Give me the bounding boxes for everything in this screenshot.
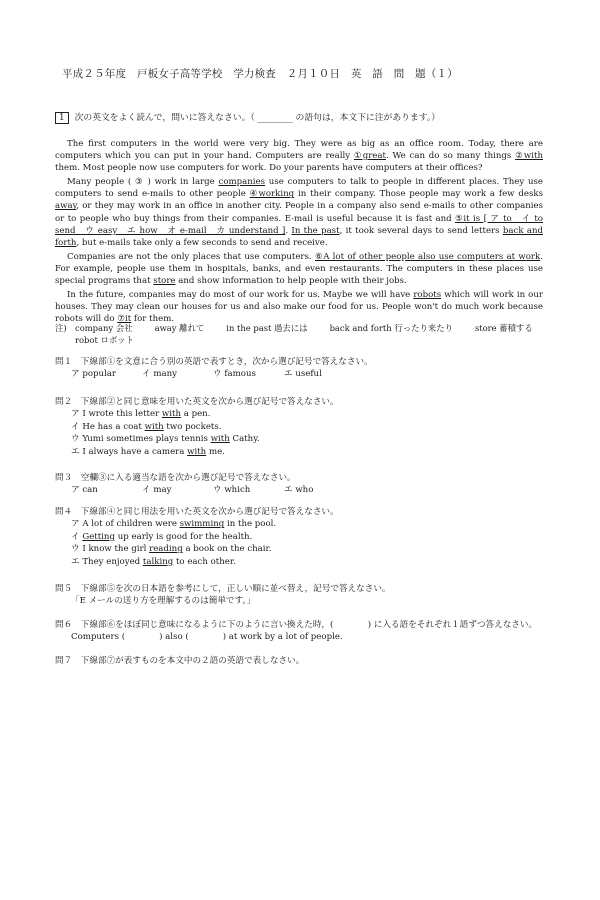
question-1 [55, 356, 555, 381]
question-stem: 問１ 下線部①を文意に合う別の英語で表すとき，次から選び記号で答えなさい。 [55, 357, 373, 367]
underlined-word: with [210, 434, 230, 445]
underlined-word: reading [149, 544, 183, 555]
text: ) at work by a lot of people. [222, 632, 343, 643]
text: use computers to talk to people in different places. They use computers to send e-mails to other people [55, 177, 543, 200]
underlined-working: ④working [249, 189, 295, 200]
text: エ They enjoyed [71, 556, 143, 567]
question-6 [55, 619, 555, 644]
text: and show information to help people with their jobs. [175, 276, 407, 287]
text: ウ Yumi sometimes plays tennis [71, 434, 211, 445]
text: ア A lot of children were [71, 519, 180, 530]
underlined-word: talking [142, 556, 174, 567]
question-4 [55, 506, 555, 568]
option-a [55, 518, 555, 530]
option-b: イ may [142, 485, 172, 496]
text: me. [206, 446, 225, 457]
text: , but e-mails take only a few seconds to send and receive. [76, 237, 328, 248]
option-d [55, 556, 555, 568]
text: , or they may work in an office in another city. People in a company also send e-mails to other companies or to people who buy things from their companies. E-mail is useful because it is fast and [55, 201, 543, 224]
note-store: store [153, 276, 176, 287]
note-item: company 会社 [75, 323, 133, 333]
text: The first computers in the world were very big. They were as big as an office room. Today, there are computers which you can put in your hand. Computers are really [55, 139, 543, 162]
notes-label: 注) [55, 323, 67, 333]
option-a: ア popular [71, 369, 117, 380]
text: . We can do so many things [385, 151, 516, 162]
text: イ [71, 531, 83, 542]
text: . For example, people use them in hospitals, banks, and even restaurants. The computers in these places use special programs that [55, 251, 543, 287]
question-1-instruction [55, 110, 440, 124]
options [55, 368, 555, 380]
text: エ I always have a camera [71, 446, 188, 457]
note-back-and-forth: back and forth [55, 225, 543, 248]
note-companies: companies [218, 177, 266, 188]
note-item: robot ロボット [75, 335, 134, 345]
paragraph-2 [55, 176, 543, 249]
underlined-reorder: ⑤it is [ ア to イ to send ウ easy エ how オ e-mail カ understand ] [55, 213, 543, 236]
option-d: エ useful [284, 369, 322, 380]
text: up early is good for the health. [114, 531, 253, 542]
option-c: ウ which [213, 485, 251, 496]
paragraph-4 [55, 289, 543, 325]
text: Many people ( ③ ) work in large [67, 177, 219, 188]
text: to each other. [173, 556, 236, 567]
text: In the future, companies may do most of our work for us. Maybe we will have [67, 290, 414, 301]
japanese-hint: 「E メールの送り方を理解するのは簡単です。」 [71, 596, 256, 607]
note-in-the-past: In the past [291, 225, 340, 236]
question-number-box: 1 [55, 112, 69, 124]
options [55, 484, 555, 496]
option-c [55, 433, 555, 445]
note-robots: robots [413, 290, 442, 301]
reading-passage [55, 138, 543, 327]
paragraph-1 [55, 138, 543, 174]
option-b [55, 421, 555, 433]
note-item: back and forth 行ったり来たり [329, 323, 453, 333]
question-stem: 問２ 下線部②と同じ意味を用いた英文を次から選び記号で答えなさい。 [55, 397, 339, 407]
option-a [55, 408, 555, 420]
question-2 [55, 396, 555, 458]
text: which will work in our houses. They may clean our houses for us and also make our food for us. People won't do much work because robots will do [55, 290, 543, 325]
underlined-great: ①great [353, 151, 386, 162]
option-d [55, 446, 555, 458]
text: ウ I know the girl [71, 544, 150, 555]
text: Computers ( [71, 632, 126, 643]
instruction-text: 次の英文をよく読んで，問いに答えなさい。（ ________ の語句は，本文下に注があります。） [74, 113, 440, 123]
text: in the pool. [224, 519, 277, 530]
text: ア I wrote this letter [71, 409, 162, 420]
note-item: in the past 過去には [226, 323, 308, 333]
text: two pockets. [163, 421, 222, 432]
underlined-with: ②with [515, 151, 543, 162]
question-stem: 問３ 空欄③に入る適当な語を次から選び記号で答えなさい。 [55, 473, 296, 483]
question-stem: 問６ 下線部⑥をほぼ同じ意味になるように下のように言い換えた時，( ) に入る語をそれぞれ１語ずつ答えなさい。 [55, 620, 538, 630]
underlined-sentence-6: ⑥A lot of other people also use computers at work [314, 251, 541, 262]
text: ) also ( [159, 632, 189, 643]
underlined-word: with [161, 409, 181, 420]
question-stem: 問７ 下線部⑦が表すものを本文中の２語の英語で表しなさい。 [55, 656, 305, 666]
text: in their company. Those people may work a few desks [294, 189, 543, 200]
underlined-word: with [144, 421, 164, 432]
underlined-word: swimming [179, 519, 225, 530]
text: a pen. [181, 409, 211, 420]
rewrite-sentence [55, 631, 555, 643]
option-b [55, 531, 555, 543]
text: Companies are not the only places that use computers. [67, 251, 315, 262]
question-5 [55, 583, 555, 608]
option-b: イ many [142, 369, 177, 380]
text: for them. [131, 314, 175, 325]
note-item: away 離れて [154, 323, 205, 333]
text: , it took several days to send letters [339, 225, 503, 236]
text: . [285, 225, 292, 236]
question-7 [55, 655, 555, 667]
option-c: ウ famous [213, 369, 256, 380]
question-stem: 問４ 下線部④と同じ用法を用いた英文を次から選び記号で答えなさい。 [55, 507, 339, 517]
underlined-it: ⑦it [117, 314, 132, 325]
note-item: store 蓄積する [474, 323, 533, 333]
option-c [55, 543, 555, 555]
underlined-word: Getting [82, 531, 115, 542]
text: a book on the chair. [182, 544, 272, 555]
option-a: ア can [71, 485, 98, 496]
note-away: away [55, 201, 77, 212]
underlined-word: with [187, 446, 207, 457]
text: イ He has a coat [71, 421, 145, 432]
paragraph-3 [55, 251, 543, 287]
exam-header: 平成２５年度 戸板女子高等学校 学力検査 ２月１０日 英 語 問 題（１） [62, 68, 458, 80]
question-3 [55, 472, 555, 497]
vocabulary-notes [55, 322, 555, 346]
text: Cathy. [229, 434, 260, 445]
question-stem: 問５ 下線部⑤を次の日本語を参考にして，正しい順に並べ替え，記号で答えなさい。 [55, 584, 391, 594]
option-d: エ who [284, 485, 314, 496]
text: them. Most people now use computers for work. Do your parents have computers at their offices? [55, 163, 483, 174]
